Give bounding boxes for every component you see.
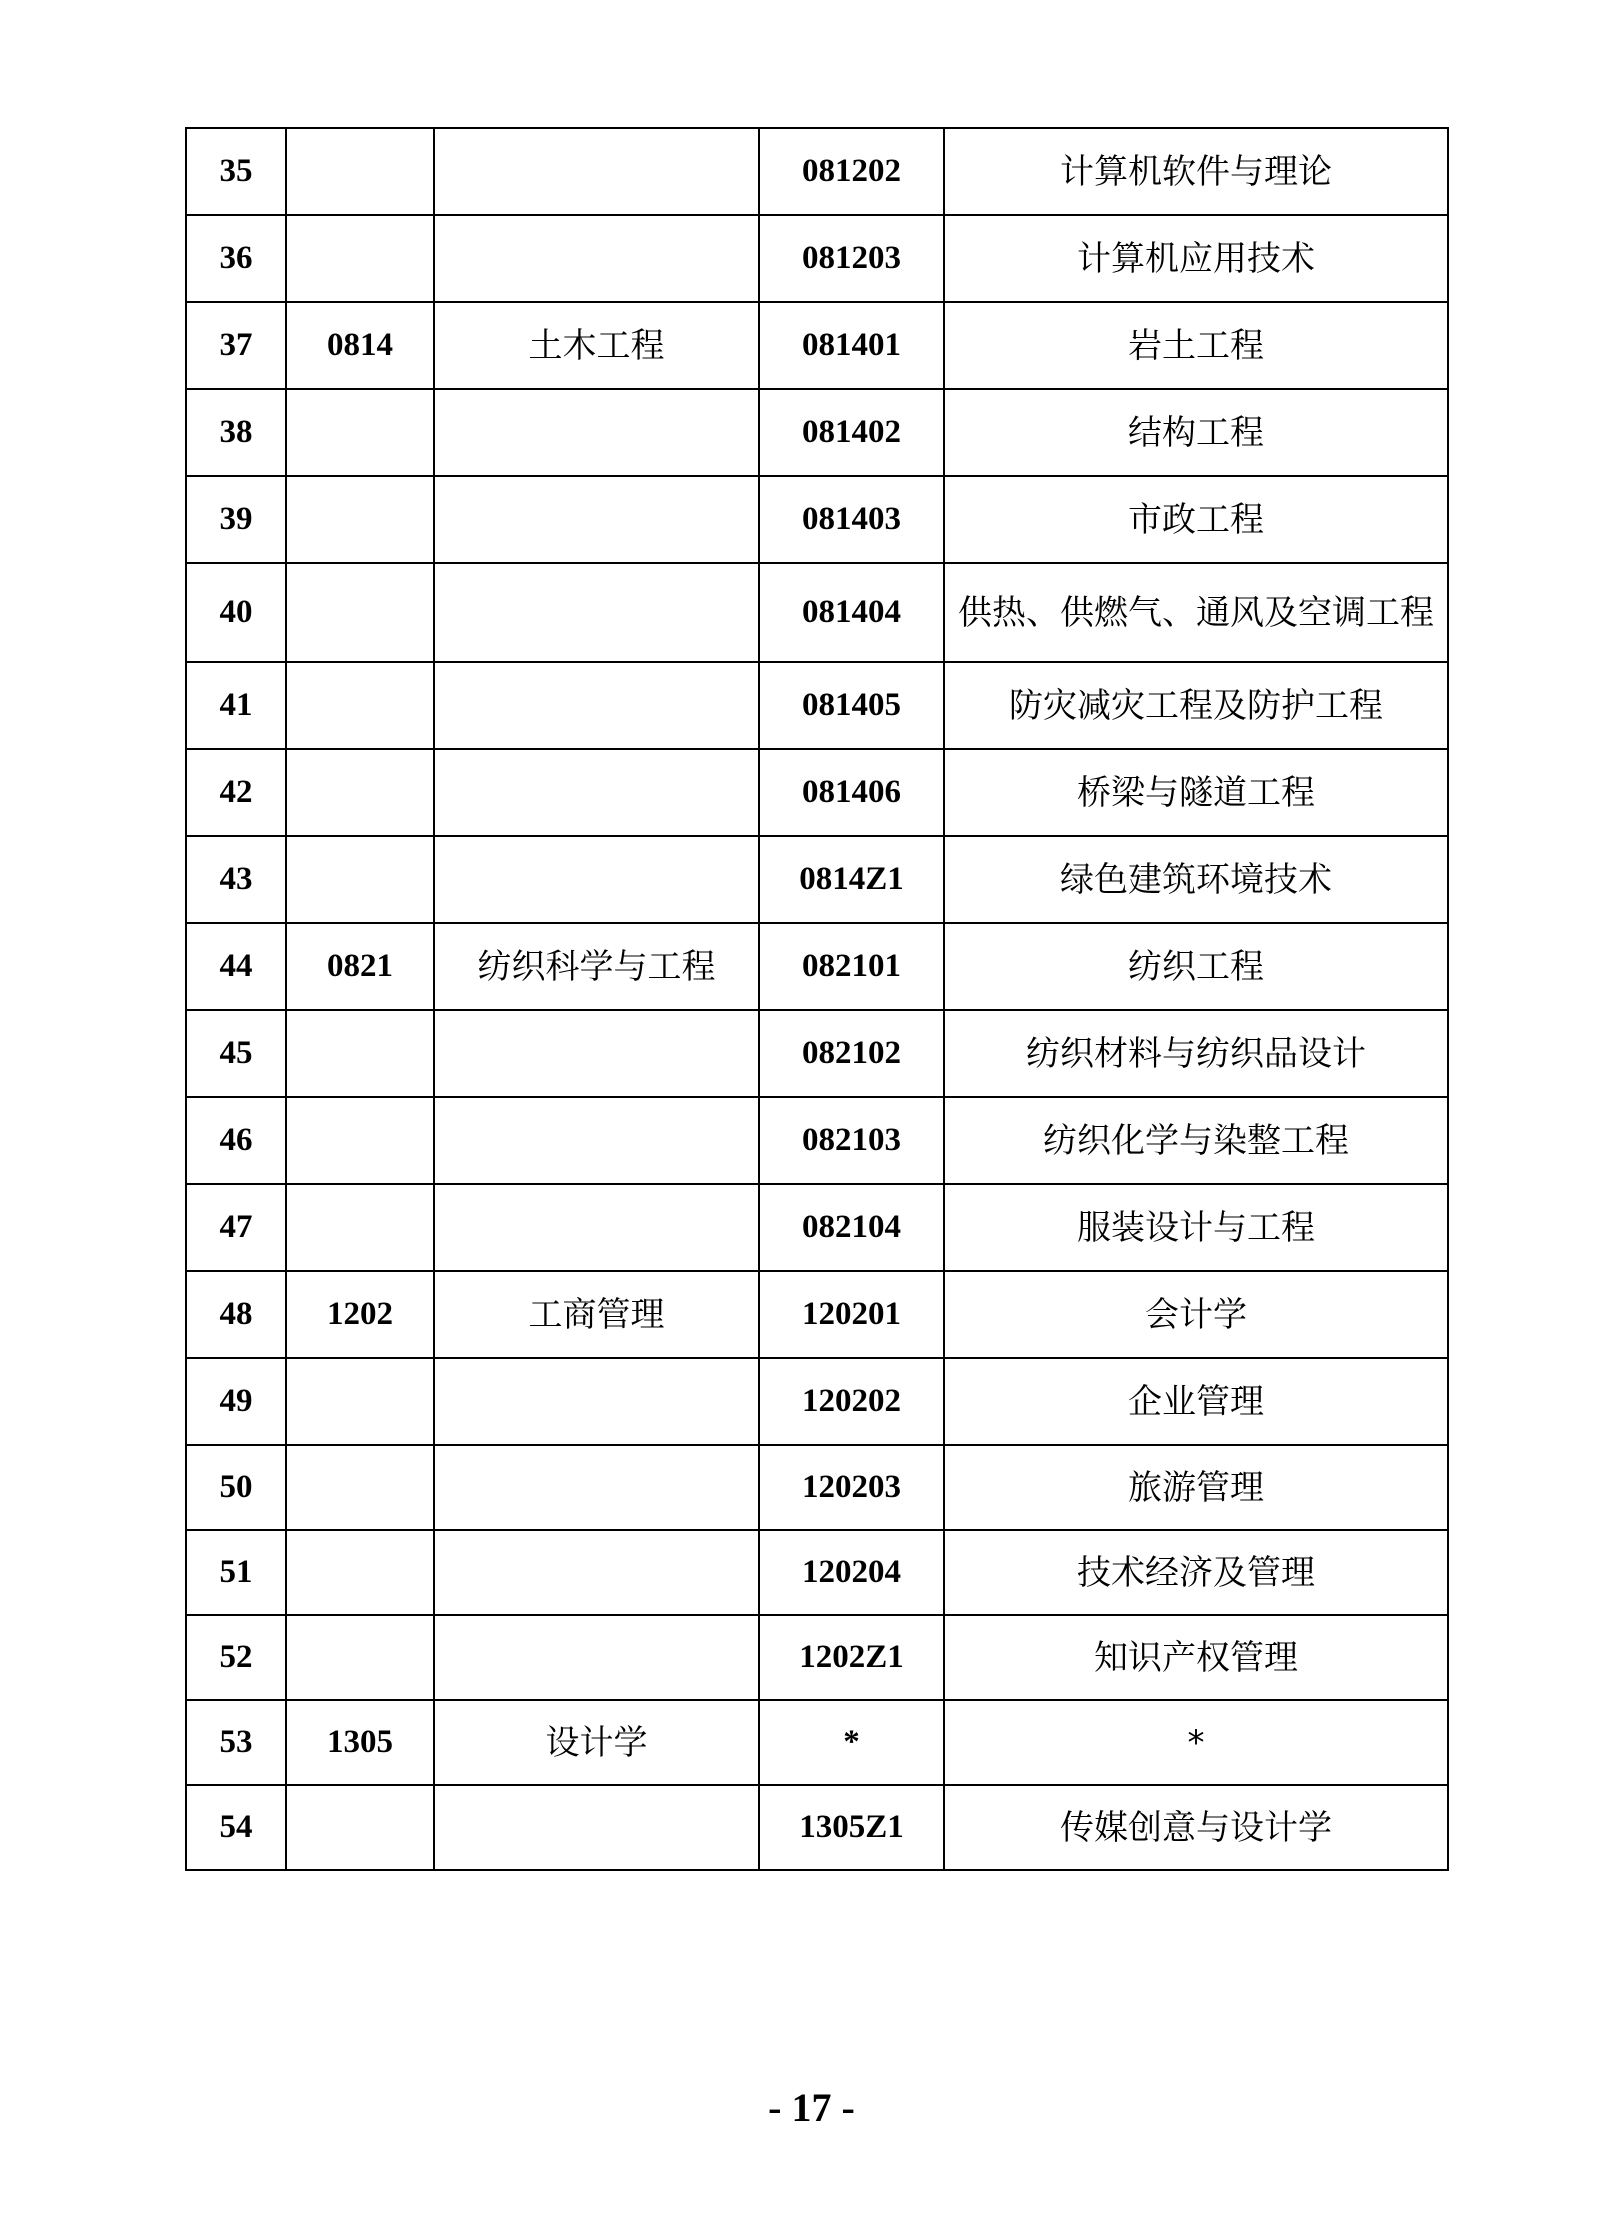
table-row — [186, 476, 1448, 563]
subdiscipline-code-cell: 081405 — [759, 662, 944, 749]
discipline-code-cell — [286, 389, 434, 476]
table-row — [186, 836, 1448, 923]
table-row — [186, 1785, 1448, 1870]
table-row — [186, 1271, 1448, 1358]
subdiscipline-name-cell: 传媒创意与设计学 — [944, 1785, 1448, 1870]
discipline-name-cell — [434, 215, 759, 302]
row-number-cell: 49 — [186, 1358, 286, 1445]
discipline-code-cell — [286, 563, 434, 662]
table-row — [186, 662, 1448, 749]
subdiscipline-name-cell: 结构工程 — [944, 389, 1448, 476]
discipline-code-cell — [286, 215, 434, 302]
table-row — [186, 302, 1448, 389]
subdiscipline-name-cell: 纺织化学与染整工程 — [944, 1097, 1448, 1184]
subdiscipline-code-cell: * — [759, 1700, 944, 1785]
discipline-code-cell — [286, 662, 434, 749]
table-row — [186, 128, 1448, 215]
subdiscipline-code-cell: 0814Z1 — [759, 836, 944, 923]
subdiscipline-name-cell: 桥梁与隧道工程 — [944, 749, 1448, 836]
subdiscipline-code-cell: 081404 — [759, 563, 944, 662]
discipline-code-cell — [286, 1097, 434, 1184]
discipline-name-cell — [434, 1358, 759, 1445]
discipline-name-cell: 工商管理 — [434, 1271, 759, 1358]
subdiscipline-name-cell: 供热、供燃气、通风及空调工程 — [944, 563, 1448, 662]
subdiscipline-name-cell: 纺织材料与纺织品设计 — [944, 1010, 1448, 1097]
discipline-name-cell — [434, 1184, 759, 1271]
discipline-code-cell — [286, 1615, 434, 1700]
discipline-code-cell — [286, 128, 434, 215]
row-number-cell: 41 — [186, 662, 286, 749]
discipline-name-cell: 土木工程 — [434, 302, 759, 389]
subdiscipline-code-cell: 120201 — [759, 1271, 944, 1358]
discipline-code-cell — [286, 1010, 434, 1097]
row-number-cell: 46 — [186, 1097, 286, 1184]
discipline-code-cell — [286, 836, 434, 923]
discipline-name-cell: 纺织科学与工程 — [434, 923, 759, 1010]
subdiscipline-name-cell: 会计学 — [944, 1271, 1448, 1358]
discipline-code-cell — [286, 1445, 434, 1530]
row-number-cell: 39 — [186, 476, 286, 563]
discipline-name-cell — [434, 563, 759, 662]
discipline-code-cell: 0814 — [286, 302, 434, 389]
table-body — [186, 128, 1448, 1870]
subdiscipline-name-cell: 纺织工程 — [944, 923, 1448, 1010]
subdiscipline-name-cell: 计算机应用技术 — [944, 215, 1448, 302]
subdiscipline-name-cell: 防灾减灾工程及防护工程 — [944, 662, 1448, 749]
table-row — [186, 749, 1448, 836]
discipline-name-cell — [434, 1530, 759, 1615]
row-number-cell: 44 — [186, 923, 286, 1010]
discipline-name-cell — [434, 662, 759, 749]
discipline-code-cell — [286, 1358, 434, 1445]
row-number-cell: 48 — [186, 1271, 286, 1358]
subdiscipline-name-cell: 服装设计与工程 — [944, 1184, 1448, 1271]
subdiscipline-code-cell: 120203 — [759, 1445, 944, 1530]
discipline-name-cell — [434, 1615, 759, 1700]
subdiscipline-name-cell: 旅游管理 — [944, 1445, 1448, 1530]
discipline-code-cell — [286, 1184, 434, 1271]
subdiscipline-name-cell: 绿色建筑环境技术 — [944, 836, 1448, 923]
subdiscipline-code-cell: 082101 — [759, 923, 944, 1010]
subdiscipline-name-cell: 计算机软件与理论 — [944, 128, 1448, 215]
subdiscipline-code-cell: 081401 — [759, 302, 944, 389]
row-number-cell: 43 — [186, 836, 286, 923]
discipline-code-cell — [286, 1530, 434, 1615]
discipline-name-cell — [434, 749, 759, 836]
subdiscipline-code-cell: 120204 — [759, 1530, 944, 1615]
table-row — [186, 215, 1448, 302]
subdiscipline-code-cell: 1202Z1 — [759, 1615, 944, 1700]
row-number-cell: 37 — [186, 302, 286, 389]
subdiscipline-code-cell: 082104 — [759, 1184, 944, 1271]
discipline-name-cell — [434, 1445, 759, 1530]
row-number-cell: 38 — [186, 389, 286, 476]
table-row — [186, 563, 1448, 662]
subdiscipline-code-cell: 120202 — [759, 1358, 944, 1445]
table-row — [186, 1445, 1448, 1530]
subdiscipline-code-cell: 081203 — [759, 215, 944, 302]
page-number: - 17 - — [768, 2085, 855, 2130]
subdiscipline-code-cell: 1305Z1 — [759, 1785, 944, 1870]
table-row — [186, 1010, 1448, 1097]
table-row — [186, 1700, 1448, 1785]
discipline-name-cell — [434, 836, 759, 923]
row-number-cell: 52 — [186, 1615, 286, 1700]
row-number-cell: 47 — [186, 1184, 286, 1271]
row-number-cell: 40 — [186, 563, 286, 662]
discipline-code-cell — [286, 749, 434, 836]
table-row — [186, 1184, 1448, 1271]
row-number-cell: 51 — [186, 1530, 286, 1615]
table-row — [186, 389, 1448, 476]
subdiscipline-code-cell: 081406 — [759, 749, 944, 836]
table-row — [186, 923, 1448, 1010]
row-number-cell: 54 — [186, 1785, 286, 1870]
row-number-cell: 50 — [186, 1445, 286, 1530]
subdiscipline-code-cell: 082102 — [759, 1010, 944, 1097]
discipline-name-cell — [434, 389, 759, 476]
table-row — [186, 1530, 1448, 1615]
subdiscipline-code-cell: 081202 — [759, 128, 944, 215]
row-number-cell: 35 — [186, 128, 286, 215]
discipline-code-cell — [286, 1785, 434, 1870]
subdiscipline-name-cell: 市政工程 — [944, 476, 1448, 563]
row-number-cell: 53 — [186, 1700, 286, 1785]
subdiscipline-name-cell: 知识产权管理 — [944, 1615, 1448, 1700]
subdiscipline-name-cell: 岩土工程 — [944, 302, 1448, 389]
subdiscipline-code-cell: 082103 — [759, 1097, 944, 1184]
subdiscipline-name-cell: 技术经济及管理 — [944, 1530, 1448, 1615]
subdiscipline-code-cell: 081403 — [759, 476, 944, 563]
subdiscipline-name-cell: 企业管理 — [944, 1358, 1448, 1445]
discipline-code-cell: 0821 — [286, 923, 434, 1010]
discipline-code-cell — [286, 476, 434, 563]
row-number-cell: 42 — [186, 749, 286, 836]
subdiscipline-code-cell: 081402 — [759, 389, 944, 476]
subdiscipline-name-cell: * — [944, 1700, 1448, 1785]
discipline-table — [185, 127, 1449, 1871]
discipline-name-cell: 设计学 — [434, 1700, 759, 1785]
row-number-cell: 45 — [186, 1010, 286, 1097]
discipline-name-cell — [434, 1785, 759, 1870]
discipline-code-cell: 1305 — [286, 1700, 434, 1785]
table-row — [186, 1097, 1448, 1184]
table-row — [186, 1358, 1448, 1445]
discipline-code-cell: 1202 — [286, 1271, 434, 1358]
discipline-name-cell — [434, 128, 759, 215]
discipline-name-cell — [434, 476, 759, 563]
discipline-name-cell — [434, 1010, 759, 1097]
table-row — [186, 1615, 1448, 1700]
row-number-cell: 36 — [186, 215, 286, 302]
discipline-name-cell — [434, 1097, 759, 1184]
